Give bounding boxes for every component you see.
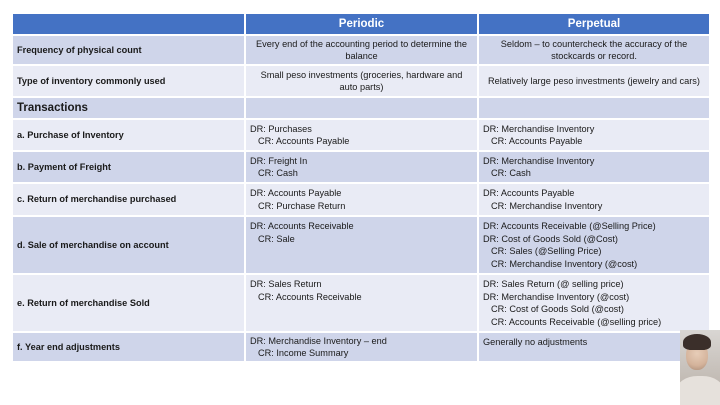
- inventory-comparison-table: [11, 12, 711, 363]
- entry-line: DR: Purchases: [250, 123, 312, 134]
- entry-line: DR: Merchandise Inventory – end: [250, 335, 387, 346]
- periodic-entry: [245, 119, 478, 151]
- presenter-webcam-thumbnail: [680, 330, 720, 405]
- periodic-entry: [245, 183, 478, 216]
- periodic-cell: Every end of the accounting period to determine the balance: [245, 35, 478, 65]
- periodic-entry: [245, 332, 478, 362]
- section-title: Transactions: [12, 97, 245, 119]
- perpetual-entry: [478, 151, 710, 183]
- entry-line: CR: Accounts Payable: [258, 136, 350, 146]
- row-label: Frequency of physical count: [12, 35, 245, 65]
- row-label: Type of inventory commonly used: [12, 65, 245, 97]
- entry-line: CR: Merchandise Inventory (@cost): [491, 258, 638, 269]
- row-label: b. Payment of Freight: [12, 151, 245, 183]
- table-header-row: [12, 13, 710, 35]
- entry-line: DR: Freight In: [250, 155, 308, 166]
- entry-line: CR: Income Summary: [258, 348, 349, 358]
- table-row: [12, 35, 710, 65]
- section-empty-cell: [245, 97, 478, 119]
- entry-line: DR: Cost of Goods Sold (@Cost): [483, 233, 618, 244]
- entry-line: CR: Cash: [258, 168, 298, 178]
- table-row: [12, 274, 710, 332]
- table-row: [12, 216, 710, 274]
- section-row: [12, 97, 710, 119]
- entry-line: DR: Merchandise Inventory: [483, 155, 595, 166]
- entry-line: CR: Cash: [491, 168, 531, 178]
- perpetual-entry: [478, 216, 710, 274]
- entry-line: CR: Sale: [258, 233, 295, 244]
- entry-line: DR: Sales Return: [250, 279, 322, 289]
- section-empty-cell: [478, 97, 710, 119]
- table-row: [12, 151, 710, 183]
- perpetual-entry: [478, 332, 710, 362]
- entry-line: CR: Sales (@Selling Price): [491, 246, 602, 256]
- entry-line: DR: Merchandise Inventory (@cost): [483, 291, 630, 302]
- entry-line: DR: Accounts Payable: [483, 188, 575, 198]
- table-row: [12, 119, 710, 151]
- periodic-entry: [245, 216, 478, 274]
- row-label: e. Return of merchandise Sold: [12, 274, 245, 332]
- row-label: a. Purchase of Inventory: [12, 119, 245, 151]
- entry-line: CR: Accounts Payable: [491, 136, 583, 146]
- entry-line: CR: Accounts Receivable (@selling price): [491, 316, 662, 327]
- header-corner: [12, 13, 245, 35]
- periodic-cell: Small peso investments (groceries, hardware and auto parts): [245, 65, 478, 97]
- entry-line: CR: Accounts Receivable: [258, 291, 362, 302]
- perpetual-entry: [478, 274, 710, 332]
- table-row: [12, 332, 710, 362]
- table-row: [12, 183, 710, 216]
- entry-line: CR: Purchase Return: [258, 200, 346, 211]
- entry-line: Generally no adjustments: [483, 337, 588, 347]
- entry-line: CR: Cost of Goods Sold (@cost): [491, 304, 624, 314]
- perpetual-cell: Relatively large peso investments (jewelry and cars): [478, 65, 710, 97]
- presenter-shoulders: [680, 376, 720, 405]
- header-periodic: Periodic: [245, 13, 478, 35]
- periodic-entry: [245, 274, 478, 332]
- row-label: c. Return of merchandise purchased: [12, 183, 245, 216]
- perpetual-entry: [478, 119, 710, 151]
- row-label: f. Year end adjustments: [12, 332, 245, 362]
- presenter-hair: [683, 334, 711, 350]
- entry-line: DR: Accounts Payable: [250, 188, 342, 198]
- perpetual-cell: Seldom – to countercheck the accuracy of the stockcards or record.: [478, 35, 710, 65]
- header-perpetual: Perpetual: [478, 13, 710, 35]
- entry-line: DR: Accounts Receivable: [250, 221, 354, 231]
- entry-line: DR: Accounts Receivable (@Selling Price): [483, 221, 656, 231]
- periodic-entry: [245, 151, 478, 183]
- entry-line: DR: Sales Return (@ selling price): [483, 279, 624, 289]
- table-row: [12, 65, 710, 97]
- perpetual-entry: [478, 183, 710, 216]
- row-label: d. Sale of merchandise on account: [12, 216, 245, 274]
- entry-line: CR: Merchandise Inventory: [491, 200, 603, 211]
- entry-line: DR: Merchandise Inventory: [483, 123, 595, 134]
